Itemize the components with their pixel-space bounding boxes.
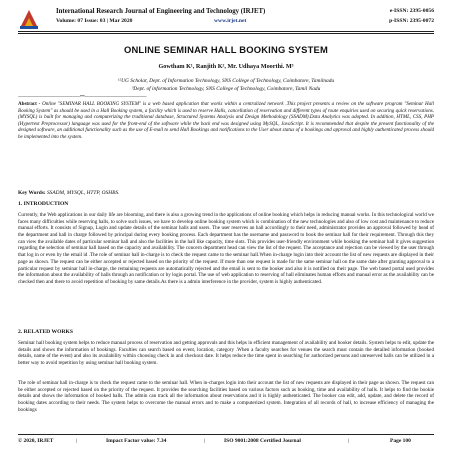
volume-issue: Volume: 07 Issue: 03 | Mar 2020 [56, 18, 133, 24]
affiliation-1: ¹²UG Scholar, Dept. of Information Technology, SNS College of Technology, Coimbatore, Tamilnadu [117, 78, 335, 84]
paper-title: ONLINE SEMINAR HALL BOOKING SYSTEM [123, 44, 329, 55]
related-works-paragraph-2: The role of seminar hall in-charge is to check the request came to the seminar hall. When in-charges login into their account the list of new requests are displayed in their page as shown. The request can be either accepted or rejected based on the priority of the request. It provides the searching facilities based on various factors such as booking, time and availability of halls. It helps to find the bookie details and shows the information of booked halls. The admin can track all the information about reservations and it is highly authenticated. The booker can edit, add, update, and delete the record of booking dates according to their needs. The system helps to overcome the manual errors and to make a computerized system. Integration of all records of hall, to increase efficiency of managing the bookings [18, 380, 434, 413]
journal-title: International Research Journal of Engineering and Technology (IRJET) [56, 8, 266, 15]
affiliation-2: ³Dept. of information Technology, SNS College of Technology, Coimbatore, Tamil Nadu [131, 86, 321, 92]
section-heading-related-works: 2. RELATED WORKS [18, 329, 73, 335]
footer-separator: | [76, 438, 78, 444]
e-issn: e-ISSN: 2395-0056 [389, 8, 434, 14]
journal-website-link[interactable]: www.irjet.net [214, 18, 247, 24]
footer-impact-factor: Impact Factor value: 7.34 [106, 438, 167, 444]
keywords [18, 190, 434, 196]
footer-separator: | [204, 438, 206, 444]
abstract-text: Online "SEMINAR HALL BOOKING SYSTEM" is a web based application that works within a centralized network .This project presents a review on the software program "Seminar Hall Booking System" as should be used in a Hall Booking system, a facility which is used to reserve Halls, cancellation of reservation and different types of route enquiries used on securing quick reservations.(MYSQL) is built for managing and computerizing the traditional database, Structured Systems Analysis and Design Methodology (SSADM).Data Analytics was adopted. In addition, HTML, CSS, PHP (Hypertext Preprocessor) language was used for the front-end of the software while the back end was designed using MySQL, JavaScript. It is recommended that despite the present functionality of the designed software, an additional functionality such as the use of E-mail to send Hall Bookings and notifications to the User about status of a bookings and approval and highly authenticated process should be implemented into the system. [18, 101, 434, 140]
header-rule [18, 31, 434, 32]
footer-copyright: © 2020, IRJET [18, 438, 54, 444]
keywords-text: SSADM, MYSQL, HTTP, OSHBS. [45, 190, 120, 196]
footer-separator: | [348, 438, 350, 444]
p-issn: p-ISSN: 2395-0072 [389, 18, 434, 24]
related-works-paragraph-1: Seminar hall booking system helps to reduce manual process of reservation and getting approvals and this helps in efficient management of availability and booker details. System helps to edit, update the details and shows the information of bookings. Faculties can search based on event, location, category .When a faculty searches for venues the search must contain the detailed information (booked details, name of the event) and also its availability within choosing check in and checkout date. It helps reduce the time spent in searching for authorized persons and unreserved halls can be utilized in a better way to avoid repetition by using seminar hall booking system. [18, 340, 434, 367]
paper-authors: Gowtham K¹, Ranjith K², Mr. Udhaya Moorthi. M³ [158, 63, 294, 70]
footer-rule [18, 434, 434, 435]
abstract-label: Abstract - [18, 101, 41, 107]
abstract [18, 101, 434, 140]
header-rule-second [18, 33, 434, 34]
title-separator: ---------------------------------------------------------------------***--------------------------------------------------------------------- [18, 94, 147, 99]
introduction-paragraph: Currently, the Web applications in our daily life are blooming, and there is also a growing trend in the applications of online booking which helps in reducing manual works. In this technological world we faces many difficulties while reserving halls, to solve such issues, we have to develop online booking system which is combination of the new technologies and also of low cost and maintenance to reduce manual efforts. It consists of Signup, Login and update details of the seminar halls and users. The user reserves an hall accordingly to their need, administrator provides an approval followed by head of the department and hall in charge followed by principal during every booking process. Each department has the username and password to book the seminar hall for their requirement. Through this they can view the available dates of particular seminar hall and also the facilities in the hall like capacity, time slots. This provides user-friendly environment while booking the seminar hall it gives suggestion regarding the selection of seminar hall based on the capacity and availability. The concern department head can view the list of the request. The acceptance and rejection can be viewed by the user through that log in or even by the email id .The role of seminar hall in-charge is to check the request came to the seminar hall.When in-charge login into their account the list of new requests are displayed in their page as shown. The request can be either accepted or rejected based on the priority of the request. If more than one request is made for the same seminar hall on the same date after granting approval to a particular request by seminar hall in-charge, the remaining requests are automatically rejected and the email is sent to the booker and also it is notified on their page. The web based portal used provides the information about the availability of halls through an notification or by login portal. The use of web application to reserving of hall eliminates human efforts and manual error as the availability can be checked then and there to avoid repetition of booking by same details.As there is a admin interference in the provider, system is highly authenticated. [18, 212, 434, 285]
irjet-logo-icon [18, 8, 40, 30]
footer-page-number: Page 100 [390, 438, 411, 444]
keywords-label: Key Words: [18, 190, 46, 196]
footer-iso: ISO 9001:2008 Certified Journal [224, 438, 301, 444]
section-heading-introduction: 1. INTRODUCTION [18, 201, 69, 207]
